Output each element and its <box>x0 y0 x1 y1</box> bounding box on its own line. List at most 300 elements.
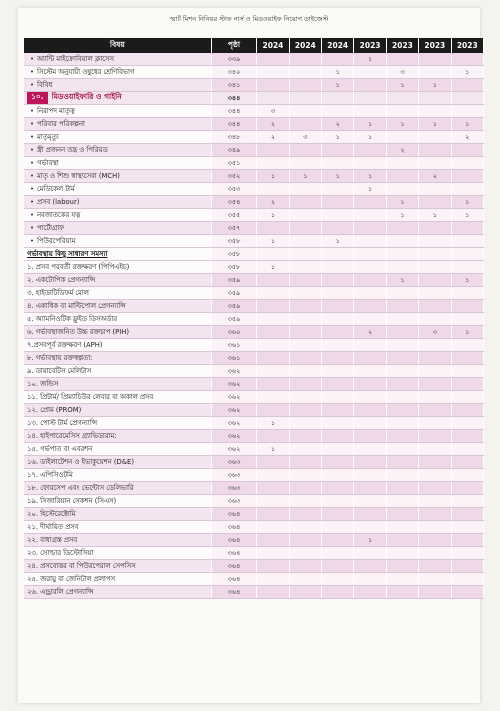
table-row <box>24 144 484 157</box>
year-count-cell <box>354 443 386 456</box>
year-count-cell <box>419 482 451 495</box>
year-count-cell <box>386 300 418 313</box>
year-count-cell <box>451 547 483 560</box>
topic-cell <box>24 352 211 365</box>
year-count-cell: ১ <box>289 170 321 183</box>
table-row <box>24 547 484 560</box>
year-count-cell: ২ <box>322 118 354 131</box>
column-header-year: 2024 <box>289 38 321 53</box>
year-count-cell <box>451 300 483 313</box>
topic-cell <box>24 235 211 248</box>
page-number-cell: ৩৬৩ <box>211 469 257 482</box>
page-number-cell: ৩৪৪ <box>211 92 257 105</box>
year-count-cell: ১ <box>419 118 451 131</box>
year-count-cell <box>354 157 386 170</box>
topic-cell <box>24 508 211 521</box>
year-count-cell <box>289 53 321 66</box>
year-count-cell <box>419 274 451 287</box>
topic-index-table <box>24 38 484 599</box>
topic-cell <box>24 183 211 196</box>
topic-cell <box>24 144 211 157</box>
year-count-cell <box>289 391 321 404</box>
topic-label: ১৬. ডাইলাটেশন ও ইভাকুয়েশন (D&E) <box>27 458 134 466</box>
year-count-cell: ১ <box>257 170 289 183</box>
topic-cell <box>24 495 211 508</box>
year-count-cell <box>257 573 289 586</box>
year-count-cell: ২ <box>451 131 483 144</box>
year-count-cell <box>257 157 289 170</box>
year-count-cell <box>451 573 483 586</box>
year-count-cell <box>257 456 289 469</box>
year-count-cell <box>451 261 483 274</box>
year-count-cell: ৩ <box>257 105 289 118</box>
bullet-icon: • <box>29 146 34 154</box>
year-count-cell <box>419 573 451 586</box>
page-number-cell: ৩৪১ <box>211 79 257 92</box>
table-row <box>24 417 484 430</box>
page-number-cell: ৩৬২ <box>211 365 257 378</box>
year-count-cell <box>451 534 483 547</box>
chapter-number-badge: ১০. <box>27 92 48 104</box>
year-count-cell <box>354 352 386 365</box>
column-header-subject: বিষয় <box>24 38 211 53</box>
year-count-cell <box>322 508 354 521</box>
year-count-cell <box>419 339 451 352</box>
year-count-cell <box>354 248 386 261</box>
year-count-cell <box>419 365 451 378</box>
year-count-cell <box>289 430 321 443</box>
topic-cell <box>24 326 211 339</box>
year-count-cell <box>289 534 321 547</box>
topic-cell <box>24 313 211 326</box>
topic-cell <box>24 521 211 534</box>
year-count-cell <box>451 235 483 248</box>
year-count-cell <box>289 196 321 209</box>
table-row <box>24 183 484 196</box>
year-count-cell <box>289 495 321 508</box>
year-count-cell <box>451 352 483 365</box>
table-row <box>24 222 484 235</box>
topic-cell <box>24 92 211 105</box>
topic-label: ১৩. পোস্ট টার্ম প্রেগন্যান্সি <box>27 419 98 427</box>
topic-label: ৭.প্রসবপূর্ব রক্তক্ষরণ (APH) <box>27 341 103 349</box>
year-count-cell: ২ <box>257 131 289 144</box>
year-count-cell <box>354 404 386 417</box>
page-number-cell: ৩৬২ <box>211 443 257 456</box>
page-number-cell: ৩৬৪ <box>211 560 257 573</box>
year-count-cell <box>419 560 451 573</box>
year-count-cell <box>419 495 451 508</box>
year-count-cell <box>257 92 289 105</box>
year-count-cell <box>451 222 483 235</box>
year-count-cell <box>289 144 321 157</box>
table-row <box>24 235 484 248</box>
topic-label: ৩. হাইডাটিডিফর্ম মোল <box>27 289 89 297</box>
page-number-cell: ৩৫৮ <box>211 248 257 261</box>
page-number-cell: ৩৫৮ <box>211 261 257 274</box>
year-count-cell: ১ <box>451 326 483 339</box>
year-count-cell <box>257 521 289 534</box>
column-header-page: পৃষ্ঠা <box>211 38 257 53</box>
year-count-cell <box>322 300 354 313</box>
year-count-cell <box>386 131 418 144</box>
year-count-cell <box>322 183 354 196</box>
year-count-cell: ৩ <box>289 131 321 144</box>
year-count-cell <box>386 456 418 469</box>
topic-cell <box>24 586 211 599</box>
bullet-icon: • <box>29 224 34 232</box>
table-row <box>24 196 484 209</box>
year-count-cell <box>419 235 451 248</box>
year-count-cell <box>289 118 321 131</box>
year-count-cell <box>289 339 321 352</box>
year-count-cell: ২ <box>257 118 289 131</box>
table-row <box>24 313 484 326</box>
year-count-cell <box>322 391 354 404</box>
year-count-cell <box>322 521 354 534</box>
topic-cell <box>24 222 211 235</box>
year-count-cell <box>322 287 354 300</box>
topic-cell <box>24 131 211 144</box>
topic-cell <box>24 261 211 274</box>
year-count-cell <box>451 105 483 118</box>
year-count-cell: ২ <box>257 196 289 209</box>
topic-cell <box>24 66 211 79</box>
column-header-year: 2023 <box>451 38 483 53</box>
year-count-cell <box>386 183 418 196</box>
year-count-cell <box>322 105 354 118</box>
year-count-cell <box>354 196 386 209</box>
topic-label: স্ত্রী প্রজনন তন্ত্র ও পিরিয়ড <box>37 146 108 154</box>
page-number-cell: ৩৬২ <box>211 417 257 430</box>
topic-label: ২১. দীর্ঘায়িত প্রসব <box>27 523 79 531</box>
year-count-cell <box>257 53 289 66</box>
year-count-cell <box>289 469 321 482</box>
page-number-cell: ৩৫৩ <box>211 183 257 196</box>
year-count-cell <box>386 235 418 248</box>
year-count-cell <box>257 482 289 495</box>
year-count-cell <box>322 482 354 495</box>
year-count-cell <box>354 274 386 287</box>
year-count-cell <box>257 365 289 378</box>
year-count-cell <box>289 352 321 365</box>
table-row <box>24 352 484 365</box>
year-count-cell <box>451 365 483 378</box>
year-count-cell <box>257 339 289 352</box>
topic-label: ১৪. হাইপারেমেসিস গ্র্যাভিডারাম: <box>27 432 117 440</box>
year-count-cell <box>322 495 354 508</box>
bullet-icon: • <box>29 198 34 206</box>
year-count-cell <box>289 560 321 573</box>
year-count-cell <box>289 443 321 456</box>
year-count-cell <box>386 430 418 443</box>
table-row <box>24 66 484 79</box>
topic-label: ১. প্রসব পরবর্তী রক্তক্ষরণ (পিপিএইচ) <box>27 263 130 271</box>
year-count-cell <box>354 391 386 404</box>
topic-cell <box>24 118 211 131</box>
table-header-row <box>24 38 484 53</box>
year-count-cell <box>419 430 451 443</box>
page-number-cell: ৩৫৭ <box>211 222 257 235</box>
year-count-cell <box>322 352 354 365</box>
table-row <box>24 339 484 352</box>
year-count-cell <box>257 586 289 599</box>
bullet-icon: • <box>29 172 34 180</box>
year-count-cell <box>451 248 483 261</box>
year-count-cell <box>451 482 483 495</box>
year-count-cell <box>451 79 483 92</box>
year-count-cell: ১ <box>386 79 418 92</box>
year-count-cell <box>322 443 354 456</box>
table-row <box>24 495 484 508</box>
page-number-cell: ৩৬২ <box>211 404 257 417</box>
table-row <box>24 79 484 92</box>
table-row <box>24 248 484 261</box>
topic-cell <box>24 209 211 222</box>
year-count-cell: ১ <box>451 118 483 131</box>
year-count-cell <box>451 456 483 469</box>
year-count-cell <box>419 508 451 521</box>
year-count-cell <box>322 313 354 326</box>
bullet-icon: • <box>29 120 34 128</box>
table-row <box>24 482 484 495</box>
year-count-cell <box>386 586 418 599</box>
topic-cell <box>24 287 211 300</box>
page-number-cell: ৩৪০ <box>211 66 257 79</box>
year-count-cell <box>451 586 483 599</box>
year-count-cell <box>257 430 289 443</box>
year-count-cell <box>451 92 483 105</box>
topic-label: ১৭. এপিসিওটমি <box>27 471 73 479</box>
year-count-cell <box>354 573 386 586</box>
page-number-cell: ৩৬৪ <box>211 534 257 547</box>
page-number-cell: ৩৬৩ <box>211 482 257 495</box>
table-row <box>24 430 484 443</box>
year-count-cell <box>451 287 483 300</box>
topic-label: ২৪. প্রসবোত্তর বা পিউরপেরাল সেপসিস <box>27 562 136 570</box>
year-count-cell <box>322 222 354 235</box>
table-row <box>24 469 484 482</box>
year-count-cell: ১ <box>386 209 418 222</box>
year-count-cell <box>419 313 451 326</box>
topic-cell <box>24 404 211 417</box>
table-row <box>24 508 484 521</box>
year-count-cell <box>451 53 483 66</box>
table-row <box>24 274 484 287</box>
table-row <box>24 560 484 573</box>
year-count-cell <box>322 248 354 261</box>
table-row <box>24 326 484 339</box>
page-number-cell: ৩৫৯ <box>211 274 257 287</box>
year-count-cell <box>354 235 386 248</box>
year-count-cell <box>386 417 418 430</box>
year-count-cell: ১ <box>451 66 483 79</box>
year-count-cell <box>419 417 451 430</box>
year-count-cell <box>289 222 321 235</box>
year-count-cell <box>322 261 354 274</box>
table-row <box>24 261 484 274</box>
year-count-cell <box>451 443 483 456</box>
topic-cell <box>24 248 211 261</box>
year-count-cell <box>419 131 451 144</box>
year-count-cell: ১ <box>257 417 289 430</box>
column-header-year: 2023 <box>354 38 386 53</box>
bullet-icon: • <box>29 81 34 89</box>
table-row <box>24 287 484 300</box>
topic-cell <box>24 547 211 560</box>
year-count-cell <box>354 287 386 300</box>
column-header-year: 2023 <box>419 38 451 53</box>
year-count-cell <box>354 586 386 599</box>
year-count-cell <box>257 300 289 313</box>
year-count-cell <box>419 183 451 196</box>
year-count-cell <box>386 313 418 326</box>
year-count-cell <box>451 508 483 521</box>
year-count-cell <box>289 235 321 248</box>
year-count-cell <box>289 482 321 495</box>
year-count-cell <box>419 404 451 417</box>
table-row <box>24 391 484 404</box>
year-count-cell <box>451 521 483 534</box>
table-row <box>24 92 484 105</box>
topic-label: ১৯. সিজারিয়ান সেকশন (সিএস) <box>27 497 117 505</box>
year-count-cell: ২ <box>386 144 418 157</box>
topic-index-table-wrap <box>24 38 484 599</box>
topic-label: মিডওয়াইফারি ও গাইনি <box>51 92 122 101</box>
year-count-cell: ১ <box>451 209 483 222</box>
page-number-cell: ৩৬১ <box>211 352 257 365</box>
year-count-cell <box>322 430 354 443</box>
column-header-year: 2024 <box>257 38 289 53</box>
topic-label: ২. একটোপিক প্রেগন্যান্সি <box>27 276 96 284</box>
year-count-cell: ২ <box>419 170 451 183</box>
year-count-cell <box>419 300 451 313</box>
year-count-cell: ১ <box>451 196 483 209</box>
page-number-cell: ৩৪৯ <box>211 144 257 157</box>
year-count-cell <box>322 586 354 599</box>
topic-cell <box>24 469 211 482</box>
table-row <box>24 534 484 547</box>
page-number-cell: ৩৬৩ <box>211 456 257 469</box>
year-count-cell: ১ <box>419 79 451 92</box>
year-count-cell: ১ <box>322 235 354 248</box>
year-count-cell: ১ <box>257 261 289 274</box>
page-number-cell: ৩৬২ <box>211 391 257 404</box>
year-count-cell <box>354 92 386 105</box>
year-count-cell <box>257 547 289 560</box>
page-number-cell: ৩৪৪ <box>211 105 257 118</box>
topic-cell <box>24 378 211 391</box>
year-count-cell <box>386 352 418 365</box>
topic-cell <box>24 430 211 443</box>
year-count-cell <box>386 534 418 547</box>
year-count-cell <box>386 482 418 495</box>
table-row <box>24 118 484 131</box>
topic-cell <box>24 560 211 573</box>
topic-cell <box>24 170 211 183</box>
year-count-cell <box>451 430 483 443</box>
year-count-cell <box>257 79 289 92</box>
page-number-cell: ৩৫৯ <box>211 313 257 326</box>
year-count-cell <box>257 508 289 521</box>
topic-cell <box>24 300 211 313</box>
topic-cell <box>24 482 211 495</box>
year-count-cell <box>322 209 354 222</box>
topic-label: গর্ভাবস্থায় কিছু সাধারণ সমস্যা <box>27 250 108 258</box>
year-count-cell <box>257 391 289 404</box>
topic-label: পরিবার পরিকল্পনা <box>37 120 85 128</box>
year-count-cell <box>354 222 386 235</box>
book-page <box>18 8 480 703</box>
topic-cell <box>24 391 211 404</box>
year-count-cell <box>257 287 289 300</box>
topic-cell <box>24 443 211 456</box>
year-count-cell <box>354 547 386 560</box>
year-count-cell <box>257 534 289 547</box>
table-row <box>24 131 484 144</box>
year-count-cell <box>322 573 354 586</box>
year-count-cell <box>386 560 418 573</box>
year-count-cell <box>354 482 386 495</box>
page-number-cell: ৩৬১ <box>211 339 257 352</box>
topic-label: অ্যান্টি মাইক্রোবিয়াল ক্লাসেস <box>37 55 114 63</box>
year-count-cell <box>289 404 321 417</box>
year-count-cell <box>322 560 354 573</box>
year-count-cell <box>386 53 418 66</box>
year-count-cell <box>386 326 418 339</box>
year-count-cell <box>257 248 289 261</box>
table-row <box>24 105 484 118</box>
year-count-cell <box>322 157 354 170</box>
table-row <box>24 404 484 417</box>
year-count-cell <box>257 469 289 482</box>
page-number-cell: ৩৬৪ <box>211 586 257 599</box>
year-count-cell <box>354 105 386 118</box>
year-count-cell: ১ <box>322 170 354 183</box>
page-number-cell: ৩৪৮ <box>211 131 257 144</box>
year-count-cell <box>322 547 354 560</box>
year-count-cell: ৩ <box>419 326 451 339</box>
topic-label: ১১. প্রিটার্ম/ প্রিম্যাচিউর লেবার বা অকাল প্রসব <box>27 393 154 401</box>
year-count-cell <box>322 404 354 417</box>
year-count-cell <box>257 313 289 326</box>
table-body <box>24 53 484 599</box>
year-count-cell <box>289 92 321 105</box>
year-count-cell <box>386 378 418 391</box>
year-count-cell <box>451 339 483 352</box>
table-row <box>24 443 484 456</box>
year-count-cell <box>451 183 483 196</box>
year-count-cell: ১ <box>354 131 386 144</box>
topic-cell <box>24 157 211 170</box>
year-count-cell <box>257 326 289 339</box>
year-count-cell <box>354 339 386 352</box>
year-count-cell <box>322 144 354 157</box>
year-count-cell <box>386 287 418 300</box>
year-count-cell: ১ <box>322 131 354 144</box>
year-count-cell <box>354 261 386 274</box>
page-number-cell: ৩৬২ <box>211 378 257 391</box>
table-row <box>24 521 484 534</box>
year-count-cell <box>322 456 354 469</box>
year-count-cell: ১ <box>322 66 354 79</box>
year-count-cell <box>419 586 451 599</box>
topic-label: নিরাপদ মাতৃত্ব <box>37 107 75 115</box>
year-count-cell <box>419 534 451 547</box>
year-count-cell <box>257 274 289 287</box>
topic-label: ২৩. সোল্ডার ডিস্টোসিয়া <box>27 549 94 557</box>
column-header-year: 2023 <box>386 38 418 53</box>
